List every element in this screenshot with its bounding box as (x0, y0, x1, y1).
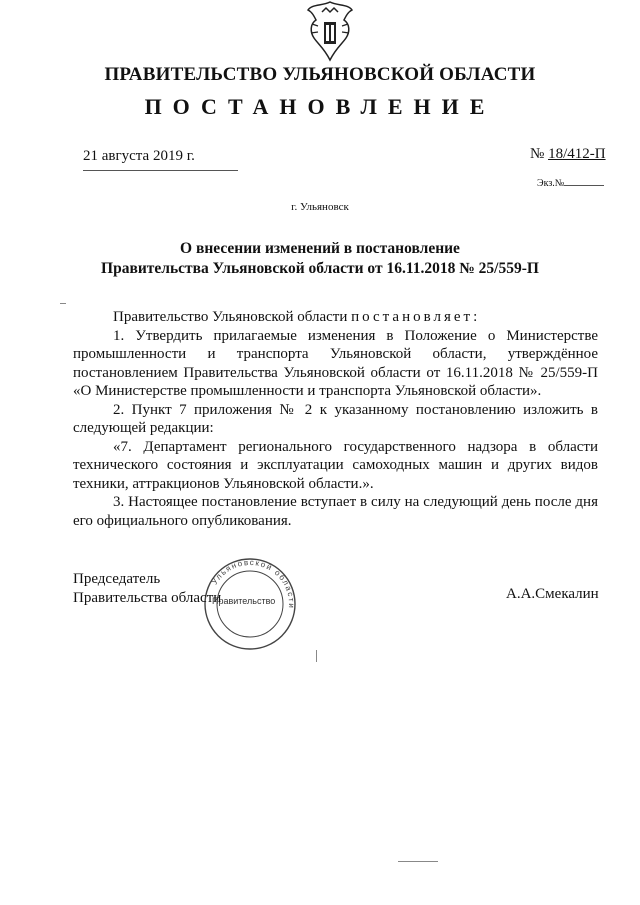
intro-verb: постановляет: (351, 309, 481, 325)
scan-speck (316, 650, 317, 662)
government-heading: ПРАВИТЕЛЬСТВО УЛЬЯНОВСКОЙ ОБЛАСТИ (104, 64, 536, 85)
title-line-2: Правительства Ульяновской области от 16.11.2018 № 25/559-П (101, 260, 539, 277)
document-number (530, 146, 606, 163)
title-line-1: О внесении изменений в постановление (180, 240, 460, 257)
copy-number-label (537, 178, 604, 189)
number-value: 18/412-П (548, 146, 606, 162)
document-date: 21 августа 2019 г. (83, 148, 195, 164)
document-type-heading: ПОСТАНОВЛЕНИЕ (144, 94, 496, 119)
intro-paragraph (73, 308, 598, 327)
paragraph-2-quote: «7. Департамент регионального государственного надзора в области технического состояния и эксплуатации самоходных машин и других видов техники, аттракционов Ульяновской области.». (73, 438, 598, 492)
scan-speck (60, 303, 66, 304)
signatory-position (73, 570, 221, 608)
date-underline (83, 170, 238, 171)
city: г. Ульяновск (291, 201, 349, 213)
position-line-2: Правительства области (73, 590, 222, 606)
paragraph-3: 3. Настоящее постановление вступает в силу на следующий день после дня его официального опубликования. (73, 494, 598, 529)
svg-text:Ульяновской области: Ульяновской области (209, 557, 297, 610)
document-title (0, 239, 640, 279)
signatory-name: А.А.Смекалин (506, 586, 599, 602)
coat-of-arms-icon (300, 0, 360, 64)
paragraph-1: 1. Утвердить прилагаемые изменения в Положение о Министерстве промышленности и транспорта Ульяновской области, утверждённое постановлением Правительства Ульяновской области от 16.11.2018 № 25/559-П «О Министерстве промышленности и транспорта Ульяновской области». (73, 327, 598, 399)
copy-label: Экз.№ (537, 178, 565, 189)
position-line-1: Председатель (73, 571, 161, 587)
scan-speck (398, 861, 438, 862)
document-body (73, 308, 598, 530)
intro-prefix: Правительство Ульяновской области (113, 309, 348, 325)
number-prefix: № (530, 146, 545, 162)
seal-center-text: Правительство (212, 596, 276, 606)
paragraph-2: 2. Пункт 7 приложения № 2 к указанному постановлению изложить в следующей редакции: (73, 401, 598, 436)
